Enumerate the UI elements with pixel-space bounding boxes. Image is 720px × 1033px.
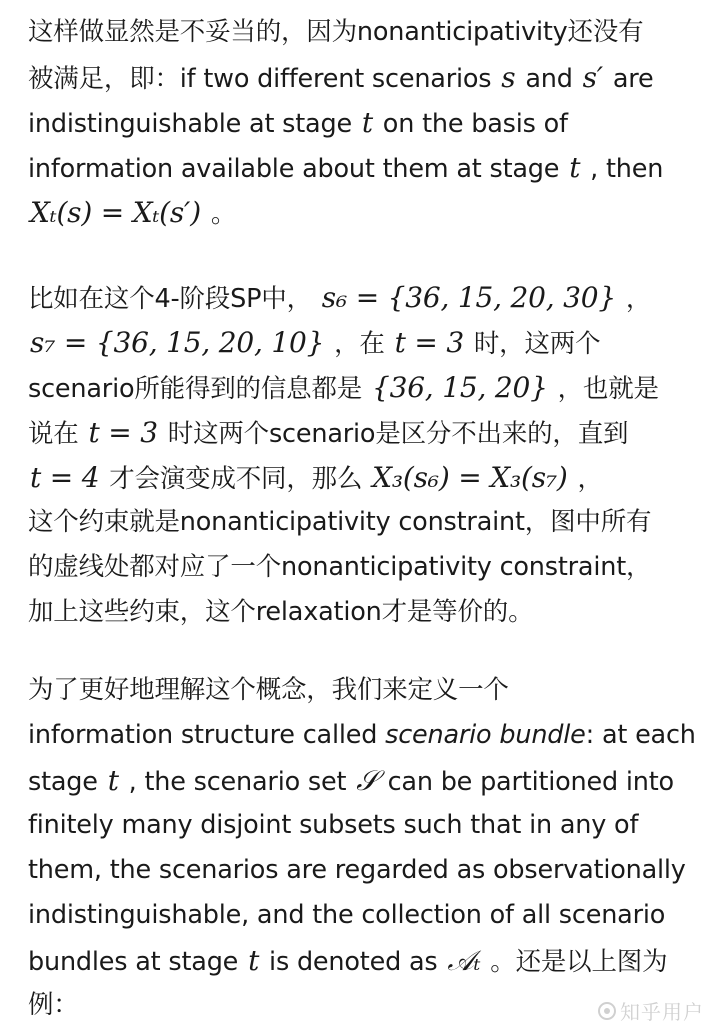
text-segment: finitely many disjoint subsets such that in any of [28,810,639,840]
zhihu-logo-icon [598,1002,616,1020]
math-expression: Xₜ(s) = Xₜ(s′) [30,196,201,229]
text-line [28,545,700,590]
text-segment: stage [28,767,106,797]
math-expression: s₇ = {36, 15, 20, 10} [30,326,325,359]
text-line [28,803,700,848]
text-line [28,590,700,635]
math-expression: {36, 15, 20} [371,371,548,404]
text-segment: 这样做显然是不妥当的，因为nonanticipativity还没有 [28,17,644,47]
text-segment: bundles at stage [28,947,247,977]
text-segment: them, the scenarios are regarded as observationally [28,855,686,885]
text-segment: ，在 [326,329,393,359]
text-line [28,500,700,545]
text-segment: : at each [585,720,696,750]
text-line [28,410,700,455]
math-expression: t [361,106,373,139]
text-segment: 时，这两个 [465,329,601,359]
text-line [28,758,700,803]
text-segment: information structure called [28,720,386,750]
text-line [28,145,700,190]
emphasis-text: scenario bundle [385,720,586,750]
watermark [598,996,704,1025]
text-segment: 。还是以上图为 [482,947,668,977]
math-expression: 𝒜ₜ [447,944,481,977]
text-segment: 这个约束就是nonanticipativity constraint，图中所有 [28,507,652,537]
math-expression: t = 3 [88,416,158,449]
text-line [28,190,700,235]
text-segment: on the basis of [374,109,568,139]
text-segment: , the scenario set [120,767,355,797]
text-segment: 。 [202,199,237,229]
text-segment: 为了更好地理解这个概念，我们来定义一个 [28,675,509,705]
text-segment: and [517,64,581,94]
text-line [28,100,700,145]
text-segment: indistinguishable, and the collection of all scenario [28,900,666,930]
text-line [28,938,700,983]
math-expression: s₆ = {36, 15, 20, 30} [321,281,616,314]
text-segment: , then [582,154,664,184]
text-line [28,275,700,320]
text-line [28,365,700,410]
text-segment: is denoted as [261,947,446,977]
text-segment: 例： [28,990,79,1020]
math-expression: t [248,944,260,977]
text-line [28,848,700,893]
text-segment: 的虚线处都对应了一个nonanticipativity constraint， [28,552,652,582]
text-segment: are [604,64,654,94]
math-expression: s′ [582,61,603,94]
text-segment: 比如在这个4-阶段SP中， [28,284,320,314]
text-line [28,55,700,100]
text-segment: 加上这些约束，这个relaxation才是等价的。 [28,597,534,627]
text-segment: can be partitioned into [379,767,674,797]
text-segment: scenario所能得到的信息都是 [28,374,370,404]
text-segment: ，也就是 [549,374,659,404]
text-line [28,320,700,365]
math-expression: t [107,764,119,797]
text-segment: ， [618,284,652,314]
math-expression: t [569,151,581,184]
text-segment: 才会演变成不同，那么 [101,464,371,494]
text-segment: 说在 [28,419,87,449]
text-segment: information available about them at stage [28,154,568,184]
math-expression: 𝒮 [356,764,378,797]
math-expression: s [501,61,516,94]
text-line [28,668,700,713]
text-line [28,893,700,938]
text-line [28,713,700,758]
text-line [28,10,700,55]
text-segment: 被满足，即：if two different scenarios [28,64,500,94]
text-segment: ， [569,464,603,494]
math-expression: t = 3 [394,326,464,359]
text-segment: indistinguishable at stage [28,109,360,139]
math-expression: t = 4 [30,461,100,494]
text-segment: 时这两个scenario是区分不出来的，直到 [159,419,629,449]
math-expression: X₃(s₆) = X₃(s₇) [372,461,568,494]
text-line [28,455,700,500]
watermark-text: 知乎用户 [620,1000,704,1024]
